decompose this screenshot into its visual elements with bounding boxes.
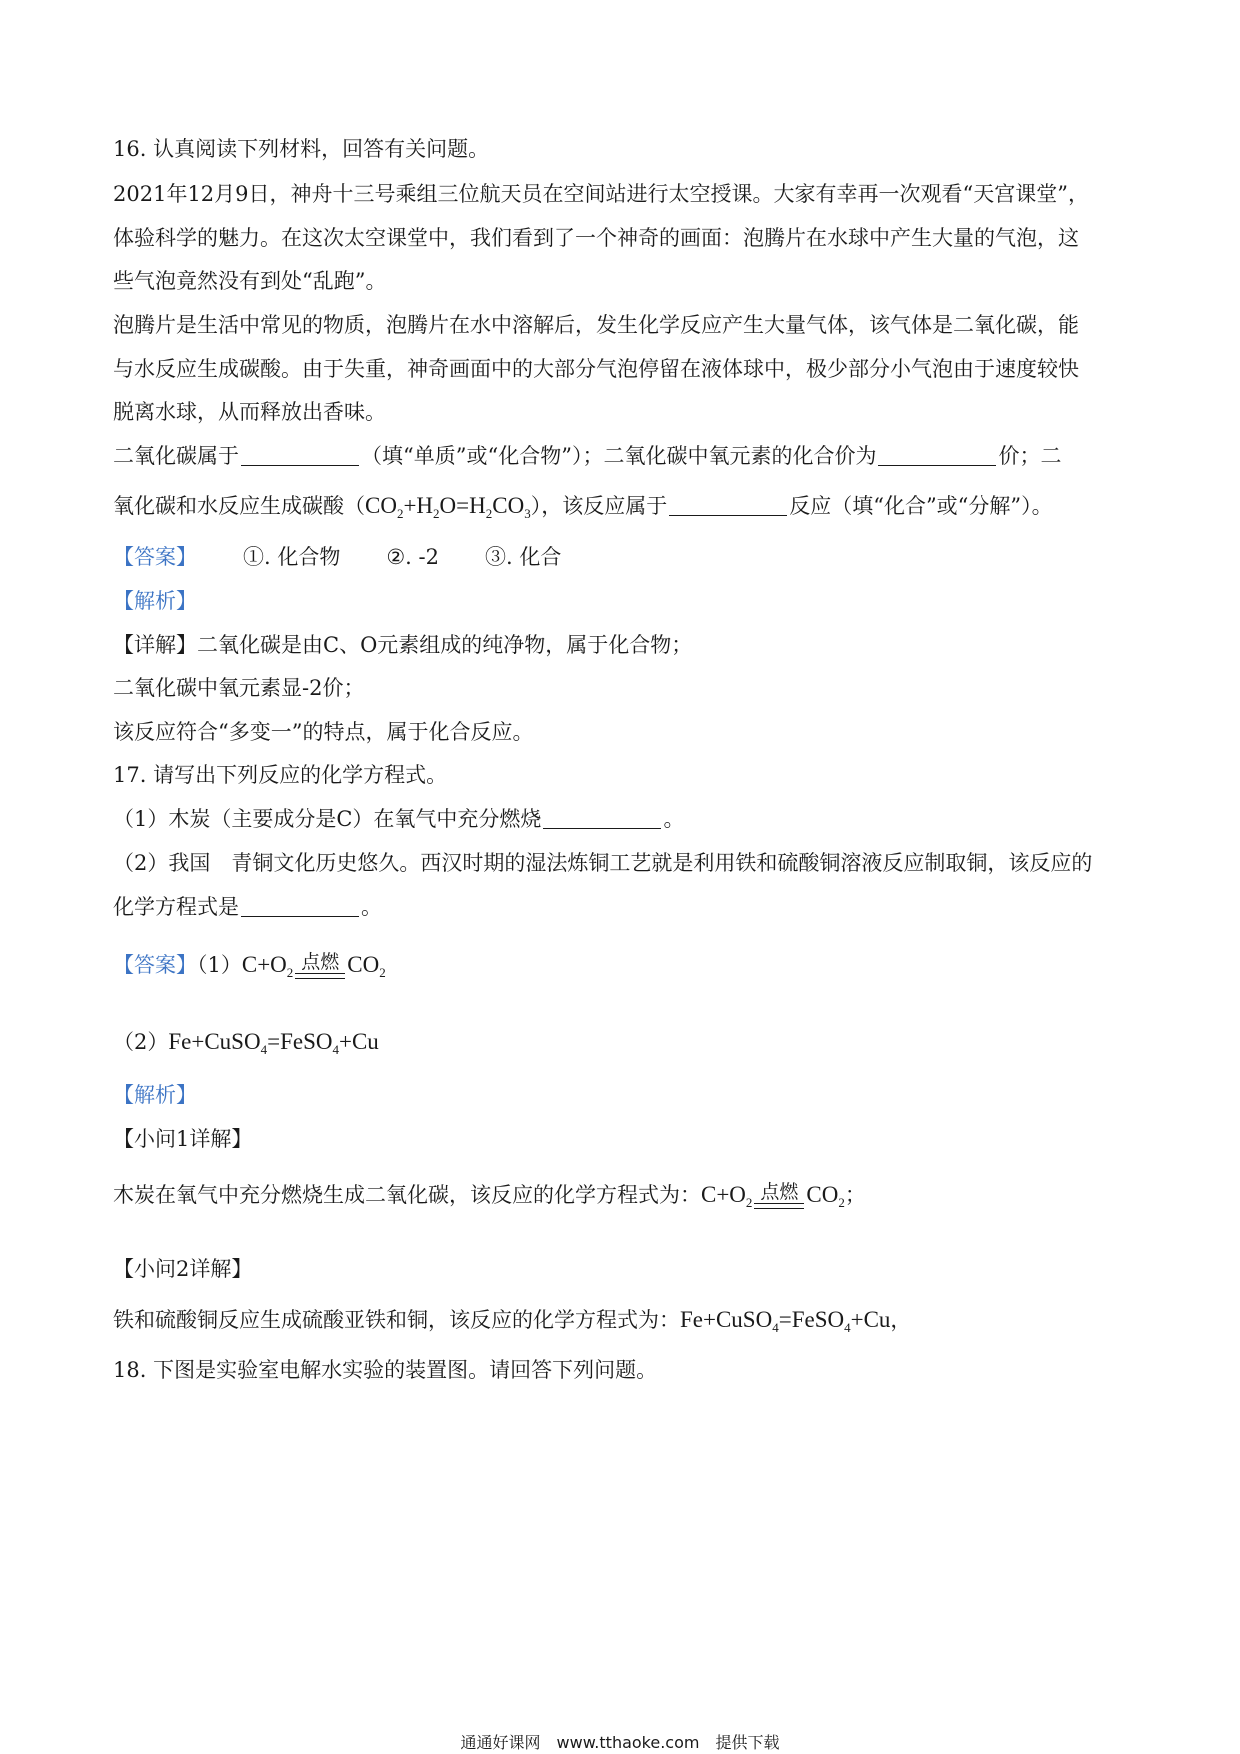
q17-sub1-tag: 【小问1详解】 (113, 1127, 253, 1151)
q16-question-line1: 二氧化碳属于 （填“单质”或“化合物”）；二氧化碳中氧元素的化合价为 价；二 (113, 444, 1062, 468)
q16-paragraph2-line2: 与水反应生成碳酸。由于失重，神奇画面中的大部分气泡停留在液体球中，极少部分小气泡由于速度较快 (113, 357, 1079, 381)
q17-analysis-tag: 【解析】 (113, 1083, 197, 1107)
q16-analysis-tag: 【解析】 (113, 589, 197, 613)
q17-title: 17. 请写出下列反应的化学方程式。 (113, 763, 448, 787)
answer-blank (241, 894, 359, 917)
answer-blank (241, 443, 359, 466)
answer-blank (543, 806, 661, 829)
answer-blank (669, 493, 787, 516)
q16-paragraph2-line1: 泡腾片是生活中常见的物质，泡腾片在水中溶解后，发生化学反应产生大量气体，该气体是二氧化碳，能 (113, 313, 1079, 337)
iron-copper-sulfate-equation: Fe+CuSO$_4$=FeSO$_4$+Cu (168, 1029, 379, 1057)
carbonic-acid-equation: $CO_2+H_2O=H_2CO_3$ (365, 493, 531, 521)
q17-part2-line1: （2）我国 青铜文化历史悠久。西汉时期的湿法炼铜工艺就是利用铁和硫酸铜溶液反应制取铜，该反应的 (113, 851, 1093, 875)
q18-title: 18. 下图是实验室电解水实验的装置图。请回答下列问题。 (113, 1358, 658, 1382)
q16-answer: 【答案】 ①. 化合物 ②. -2 ③. 化合 (113, 545, 562, 569)
carbon-combustion-equation: $C+O_2$ 点燃 $CO_2$ (701, 1181, 845, 1210)
q16-detail-line1: 【详解】二氧化碳是由C、O元素组成的纯净物，属于化合物； (113, 633, 693, 657)
page-footer: 通通好课网 www.tthaoke.com 提供下载 (460, 1733, 780, 1752)
carbon-combustion-equation: $C+O_2$ 点燃 $CO_2$ (241, 951, 386, 980)
q17-part2-line2: 化学方程式是 。 (113, 895, 382, 919)
reaction-condition: 点燃 (295, 951, 345, 979)
q17-answer1: 【答案】$(1)C+O_2$ 点燃 $CO_2$ (113, 951, 386, 980)
q16-paragraph1-line2: 体验科学的魅力。在这次太空课堂中，我们看到了一个神奇的画面：泡腾片在水球中产生大量的气泡，这 (113, 226, 1079, 250)
q17-sub2-text: 铁和硫酸铜反应生成硫酸亚铁和铜，该反应的化学方程式为：Fe+CuSO$_4$=FeSO$_4$+Cu， (113, 1307, 912, 1335)
q17-sub1-text: 木炭在氧气中充分燃烧生成二氧化碳，该反应的化学方程式为：$C+O_2$ 点燃 $CO_2$； (113, 1181, 866, 1210)
q17-sub2-tag: 【小问2详解】 (113, 1257, 253, 1281)
q16-paragraph1-line1: 2021年12月9日，神舟十三号乘组三位航天员在空间站进行太空授课。大家有幸再一次观看“天宫课堂”， (113, 182, 1089, 206)
q16-paragraph2-line3: 脱离水球，从而释放出香味。 (113, 400, 386, 424)
q17-part1: （1）木炭（主要成分是C）在氧气中充分燃烧 。 (113, 807, 685, 831)
q16-paragraph1-line3: 些气泡竟然没有到处“乱跑”。 (113, 269, 387, 293)
q16-question-line2: 氧化碳和水反应生成碳酸$(CO_2+H_2O=H_2CO_3)$，该反应属于 反应（填“化合”或“分解”）。 (113, 493, 1053, 521)
q17-answer2: （2）Fe+CuSO$_4$=FeSO$_4$+Cu (113, 1029, 379, 1057)
iron-copper-sulfate-equation: Fe+CuSO$_4$=FeSO$_4$+Cu (680, 1307, 891, 1335)
answer-tag: 【答案】 (113, 545, 197, 569)
q16-detail-line3: 该反应符合“多变一”的特点，属于化合反应。 (113, 720, 534, 744)
reaction-condition: 点燃 (754, 1181, 804, 1209)
q16-detail-line2: 二氧化碳中氧元素显-2价； (113, 676, 365, 700)
q16-title: 16. 认真阅读下列材料，回答有关问题。 (113, 137, 490, 161)
answer-blank (878, 443, 996, 466)
